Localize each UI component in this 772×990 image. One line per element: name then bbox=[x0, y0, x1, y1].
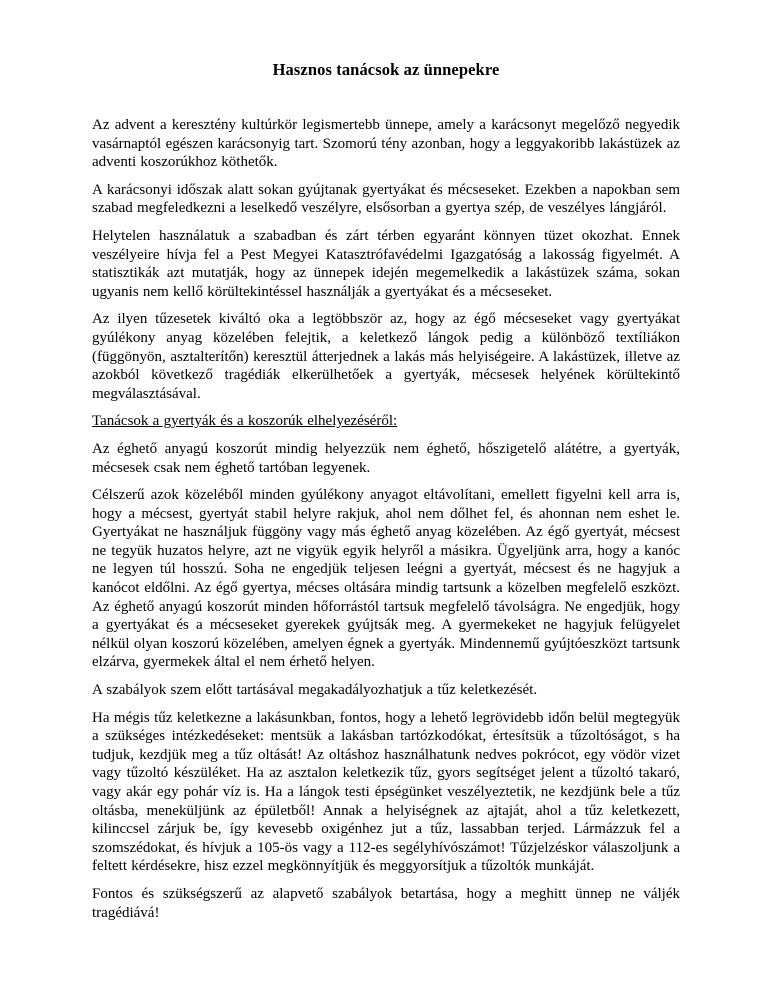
document-body bbox=[92, 116, 680, 922]
paragraph: A szabályok szem előtt tartásával megakadályozhatjuk a tűz keletkezését. bbox=[92, 682, 538, 699]
paragraph: Helytelen használatuk a szabadban és zárt térben egyaránt könnyen tüzet okozhat. Ennek veszélyeire hívja fel a Pest Megyei Katasztrófavédelmi Igazgatóság a lakosság figyelmét. A statisztikák azt mutatják, hogy az ünnepek idején megemelkedik a lakástüzek száma, sokan ugyanis nem kellő körültekintéssel használják a gyertyákat és a mécseseket. bbox=[92, 227, 680, 300]
page-title: Hasznos tanácsok az ünnepekre bbox=[272, 60, 500, 79]
paragraph: Fontos és szükségszerű az alapvető szabályok betartása, hogy a meghitt ünnep ne váljék tragédiává! bbox=[92, 885, 680, 921]
paragraph: A karácsonyi időszak alatt sokan gyújtanak gyertyákat és mécseseket. Ezekben a napokban sem szabad megfeledkezni a leselkedő veszélyre, elsősorban a gyertya szép, de veszélyes lángjáról. bbox=[92, 181, 680, 217]
paragraph: Az advent a keresztény kultúrkör legismertebb ünnepe, amely a karácsonyt megelőző negyedik vasárnaptól egészen karácsonyig tart. Szomorú tény azonban, hogy a leggyakoribb lakástüzek az adventi koszorúkhoz köthetők. bbox=[92, 117, 680, 171]
paragraph: Az ilyen tűzesetek kiváltó oka a legtöbbször az, hogy az égő mécseseket vagy gyertyákat gyúlékony anyag közelében felejtik, a keletkező lángok pedig a különböző textíliákon (függönyön, asztalterítőn) keresztül átterjednek a lakás más helyiségeire. A lakástüzek, illetve az azokból következő tragédiák elkerülhetőek a gyertyák, mécsesek helyének körültekintő megválasztásával. bbox=[92, 311, 680, 402]
section-heading: Tanácsok a gyertyák és a koszorúk elhelyezéséről: bbox=[92, 413, 398, 430]
paragraph: Célszerű azok közeléből minden gyúlékony anyagot eltávolítani, emellett figyelni kell arra is, hogy a mécsest, gyertyát stabil helyre rakjuk, ahol nem dőlhet fel, és ahonnan nem eshet le. Gyertyákat ne használjuk függöny vagy más éghető anyag közelében. Az égő gyertyát, mécsest ne tegyük huzatos helyre, azt ne vigyük egyik helyről a másikra. Ügyeljünk arra, hogy a kanóc ne legyen túl hosszú. Soha ne engedjük teljesen leégni a gyertyát, mécsest és ne hagyjuk a kanócot eldőlni. Az égő gyertya, mécses oltására mindig tartsunk a közelben megfelelő eszközt. Az éghető anyagú koszorút minden hőforrástól tartsuk megfelelő távolságra. Ne engedjük, hogy a gyertyákat és a mécseseket gyerekek gyújtsák meg. A gyermekeket ne hagyjuk felügyelet nélkül olyan koszorú közelében, amelyen égnek a gyertyák. Mindennemű gyújtóeszközt tartsunk elzárva, gyermekek által el nem érhető helyen. bbox=[92, 487, 680, 671]
paragraph: Ha mégis tűz keletkezne a lakásunkban, fontos, hogy a lehető legrövidebb időn belül megtegyük a szükséges intézkedéseket: mentsük a lakásban tartózkodókat, értesítsük a tűzoltóságot, s ha tudjuk, kezdjük meg a tűz oltását! Az oltáshoz használhatunk nedves pokrócot, egy vödör vizet vagy tűzoltó készüléket. Ha az asztalon keletkezik tűz, gyors segítséget jelent a tűzoltó takaró, vagy akár egy pohár víz is. Ha a lángok testi épségünket veszélyeztetik, ne kezdjünk bele a tűz oltásba, meneküljünk az épületből! Annak a helyiségnek az ajtaját, ahol a tűz keletkezett, kilinccsel zárjuk be, így kevesebb oxigénhez jut a tűz, lassabban terjed. Lármázzuk fel a szomszédokat, és hívjuk a 105-ös vagy a 112-es segélyhívószámot! Tűzjelzéskor válaszoljunk a feltett kérdésekre, hisz ezzel megkönnyítjük és meggyorsítjuk a tűzoltók munkáját. bbox=[92, 709, 680, 875]
paragraph: Az éghető anyagú koszorút mindig helyezzük nem éghető, hőszigetelő alátétre, a gyertyák, mécsesek csak nem éghető tartóban legyenek. bbox=[92, 440, 680, 476]
